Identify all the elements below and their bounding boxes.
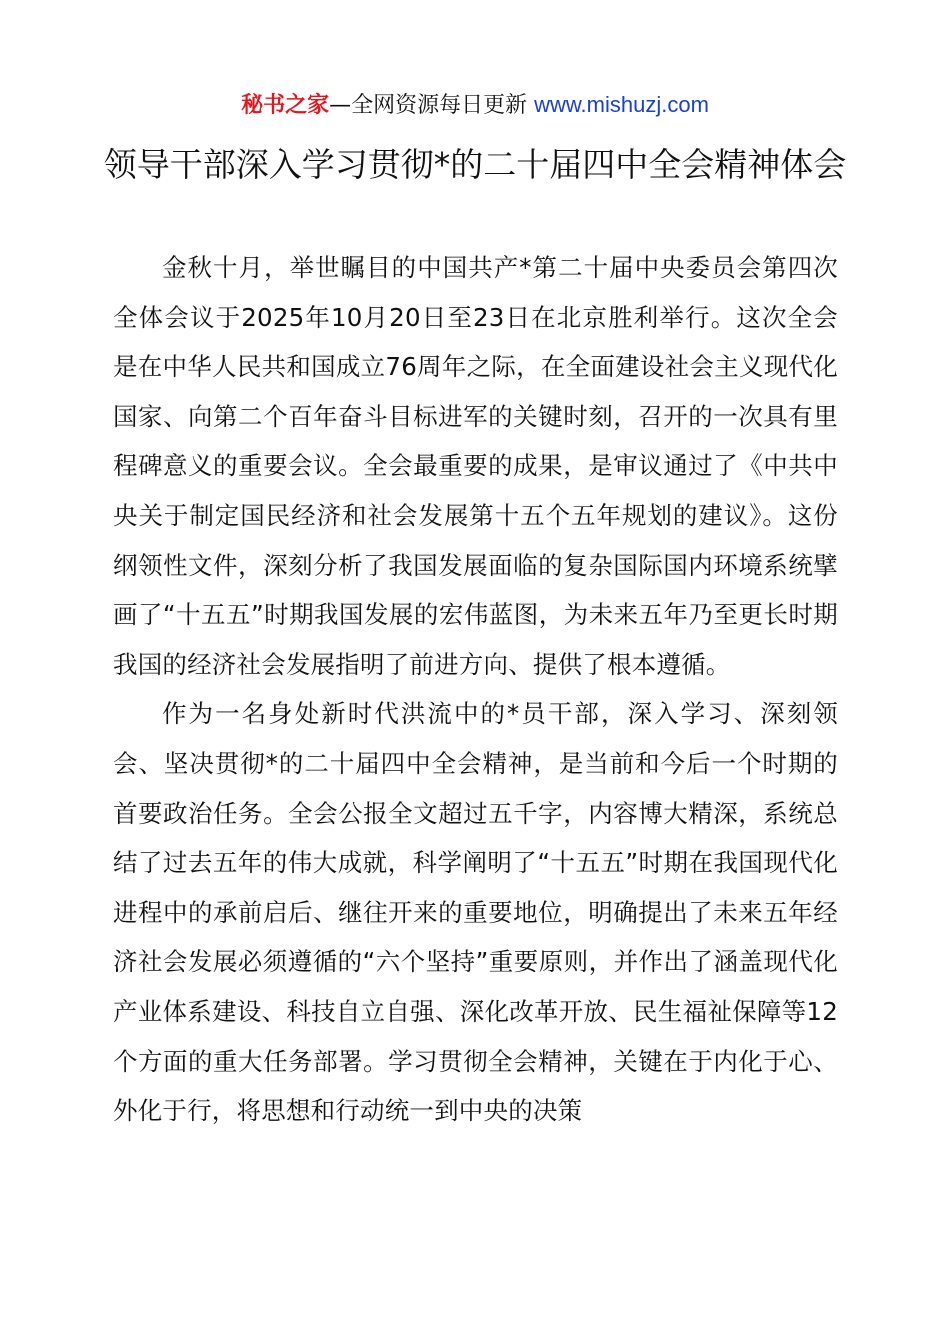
document-body	[113, 243, 838, 1136]
site-url-link[interactable]: www.mishuzj.com	[534, 92, 709, 117]
body-paragraph: 作为一名身处新时代洪流中的*员干部，深入学习、深刻领会、坚决贯彻*的二十届四中全会精神，是当前和今后一个时期的首要政治任务。全会公报全文超过五千字，内容博大精深，系统总结了过去五年的伟大成就，科学阐明了“十五五”时期在我国现代化进程中的承前启后、继往开来的重要地位，明确提出了未来五年经济社会发展必须遵循的“六个坚持”重要原则，并作出了涵盖现代化产业体系建设、科技自立自强、深化改革开放、民生福祉保障等12个方面的重大任务部署。学习贯彻全会精神，关键在于内化于心、外化于行，将思想和行动统一到中央的决策	[113, 699, 838, 1126]
body-paragraph: 金秋十月，举世瞩目的中国共产*第二十届中央委员会第四次全体会议于2025年10月20日至23日在北京胜利举行。这次全会是在中华人民共和国成立76周年之际，在全面建设社会主义现代化国家、向第二个百年奋斗目标进军的关键时刻，召开的一次具有里程碑意义的重要会议。全会最重要的成果，是审议通过了《中共中央关于制定国民经济和社会发展第十五个五年规划的建议》。这份纲领性文件，深刻分析了我国发展面临的复杂国际国内环境系统擘画了“十五五”时期我国发展的宏伟蓝图，为未来五年乃至更长时期我国的经济社会发展指明了前进方向、提供了根本遵循。	[113, 253, 838, 679]
document-title: 领导干部深入学习贯彻*的二十届四中全会精神体会	[103, 145, 847, 184]
site-slogan: —全网资源每日更新	[329, 93, 535, 118]
site-header	[0, 88, 950, 123]
site-brand: 秘书之家	[241, 93, 330, 118]
